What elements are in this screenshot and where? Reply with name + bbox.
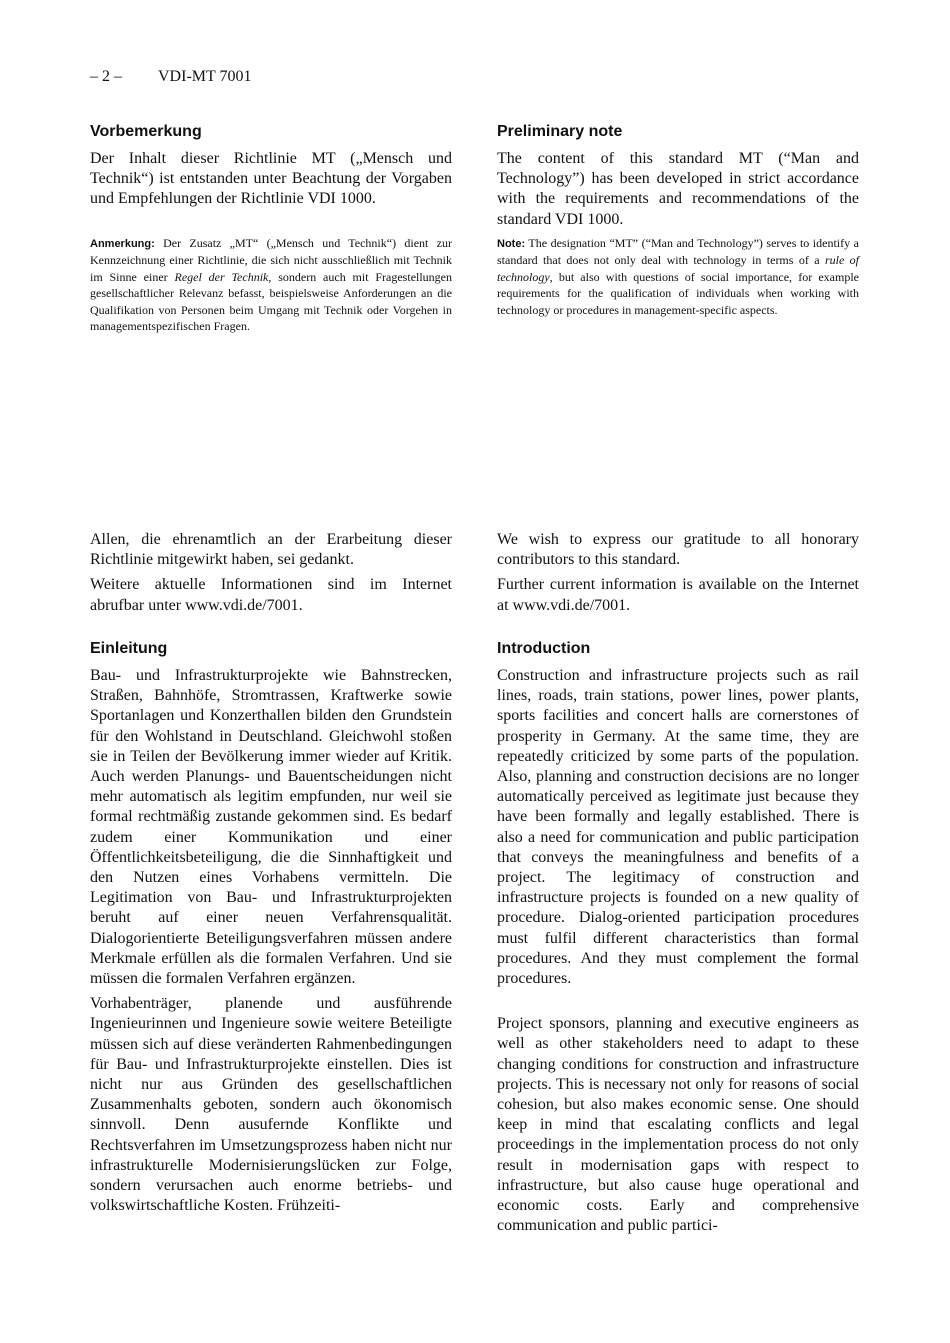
german-note-text-a: Der Zusatz „MT“ („Mensch und Technik“) dient zur Kennzeichnung einer Richtlinie, die sich nicht ausschließlich mit Technik im Sinne einer bbox=[90, 235, 452, 284]
german-thanks: Allen, die ehrenamtlich an der Erarbeitung dieser Richtlinie mitgewirkt haben, sei gedankt. bbox=[90, 531, 452, 569]
german-introduction-paragraph-2: Vorhabenträger, planende und ausführende Ingenieurinnen und Ingenieure sowie weitere Beteiligte müssen sich auf diese veränderten Rahmenbedingungen für Bau- und Infrastrukturprojekte einstellen. Dies ist nicht nur aus Gründen des gesellschaftlichen Zusammenhalts geboten, sondern auch ökonomisch sinnvoll. Denn ausufernde Konflikte und Rechtsverfahren im Umsetzungsprozess haben nicht nur infrastrukturelle Modernisierungslücken zur Folge, sondern verursachen auch enorme betriebs- und volkswirtschaftliche Kosten. Frühzeiti- bbox=[90, 995, 452, 1215]
english-preliminary-note bbox=[497, 235, 859, 319]
english-info: Further current information is available on the Internet at www.vdi.de/7001. bbox=[497, 576, 859, 614]
german-preliminary-note bbox=[90, 235, 452, 335]
german-introduction-section bbox=[90, 639, 452, 1216]
german-preliminary-section bbox=[90, 122, 452, 335]
page-header bbox=[90, 68, 251, 86]
german-note-text-b: , sondern auch mit Fragestellungen gesellschaftlicher Relevanz befasst, beispielsweise Anforderungen an die Qualifikation von Personen beim Umgang mit Technik oder Vorgehen in managementspezifischen Fragen. bbox=[90, 269, 453, 334]
english-preliminary-section bbox=[497, 122, 859, 318]
english-note-text-a: The designation “MT” (“Man and Technology”) serves to identify a standard that does not only deal with technology in terms of a bbox=[497, 235, 859, 268]
german-introduction-heading: Einleitung bbox=[90, 640, 168, 657]
german-acknowledgement-section bbox=[90, 530, 452, 616]
english-note-label: Note: bbox=[497, 237, 526, 250]
document-id: VDI-MT 7001 bbox=[158, 68, 252, 85]
english-thanks: We wish to express our gratitude to all honorary contributors to this standard. bbox=[497, 531, 859, 569]
english-introduction-paragraph-1: Construction and infrastructure projects such as rail lines, roads, train stations, power lines, power plants, sports facilities and concert halls are cornerstones of prosperity in Germany. At the same time, they are repeatedly criticized by some parts of the population. Also, planning and construction decisions are no longer automatically perceived as legitimate just because they have been formally and legally established. There is also a need for communication and public participation that conveys the meaningfulness and benefits of a project. The legitimacy of construction and infrastructure projects is founded on a new quality of procedure. Dialog-oriented participation procedures must fulfil different characteristics than formal procedures. And they must complement the formal procedures. bbox=[497, 667, 859, 988]
german-info: Weitere aktuelle Informationen sind im Internet abrufbar unter www.vdi.de/7001. bbox=[90, 576, 452, 614]
german-note-label: Anmerkung: bbox=[90, 237, 155, 250]
english-introduction-heading: Introduction bbox=[497, 640, 591, 657]
german-preliminary-heading: Vorbemerkung bbox=[90, 123, 202, 140]
german-introduction-paragraph-1: Bau- und Infrastrukturprojekte wie Bahnstrecken, Straßen, Bahnhöfe, Stromtrassen, Kraftwerke sowie Sportanlagen und Konzerthallen bilden den Grundstein für den Wohlstand in Deutschland. Gleichwohl stoßen sie in Teilen der Bevölkerung immer wieder auf Kritik. Auch werden Planungs- und Bauentscheidungen nicht mehr automatisch als legitim empfunden, nur weil sie formal rechtmäßig zustande gekommen sind. Es bedarf zudem einer Kommunikation und einer Öffentlichkeitsbeteiligung, die die Sinnhaftigkeit und den Nutzen eines Vorhabens vermitteln. Die Legitimation von Bau- und Infrastrukturprojekten beruht auf einer neuen Verfahrensqualität. Dialogorientierte Beteiligungsverfahren müssen andere Merkmale erfüllen als die formalen Verfahren. Und sie müssen die formalen Verfahren ergänzen. bbox=[90, 667, 452, 988]
english-note-text-b: , but also with questions of social importance, for example requirements for the qualification of individuals when working with technology or procedures in management-specific aspects. bbox=[497, 269, 859, 317]
english-preliminary-heading: Preliminary note bbox=[497, 123, 623, 140]
english-preliminary-paragraph: The content of this standard MT (“Man and Technology”) has been developed in strict accordance with the requirements and recommendations of the standard VDI 1000. bbox=[497, 150, 859, 228]
german-preliminary-paragraph: Der Inhalt dieser Richtlinie MT („Mensch und Technik“) ist entstanden unter Beachtung der Vorgaben und Empfehlungen der Richtlinie VDI 1000. bbox=[90, 150, 452, 208]
german-note-italic: Regel der Technik bbox=[174, 269, 269, 284]
english-introduction-paragraph-2: Project sponsors, planning and executive engineers as well as other stakeholders need to adapt to these changing conditions for construction and infrastructure projects. This is necessary not only for reasons of social cohesion, but also makes economic sense. One should keep in mind that escalating conflicts and legal proceedings in the implementation process do not only result in modernisation gaps with respect to infrastructure, but also cause huge operational and economic costs. Early and comprehensive communication and public partici- bbox=[497, 1015, 859, 1235]
english-introduction-section bbox=[497, 639, 859, 1236]
english-acknowledgement-section bbox=[497, 530, 859, 616]
page-number: – 2 – bbox=[90, 68, 122, 85]
english-note-italic: rule of technology bbox=[497, 253, 859, 284]
